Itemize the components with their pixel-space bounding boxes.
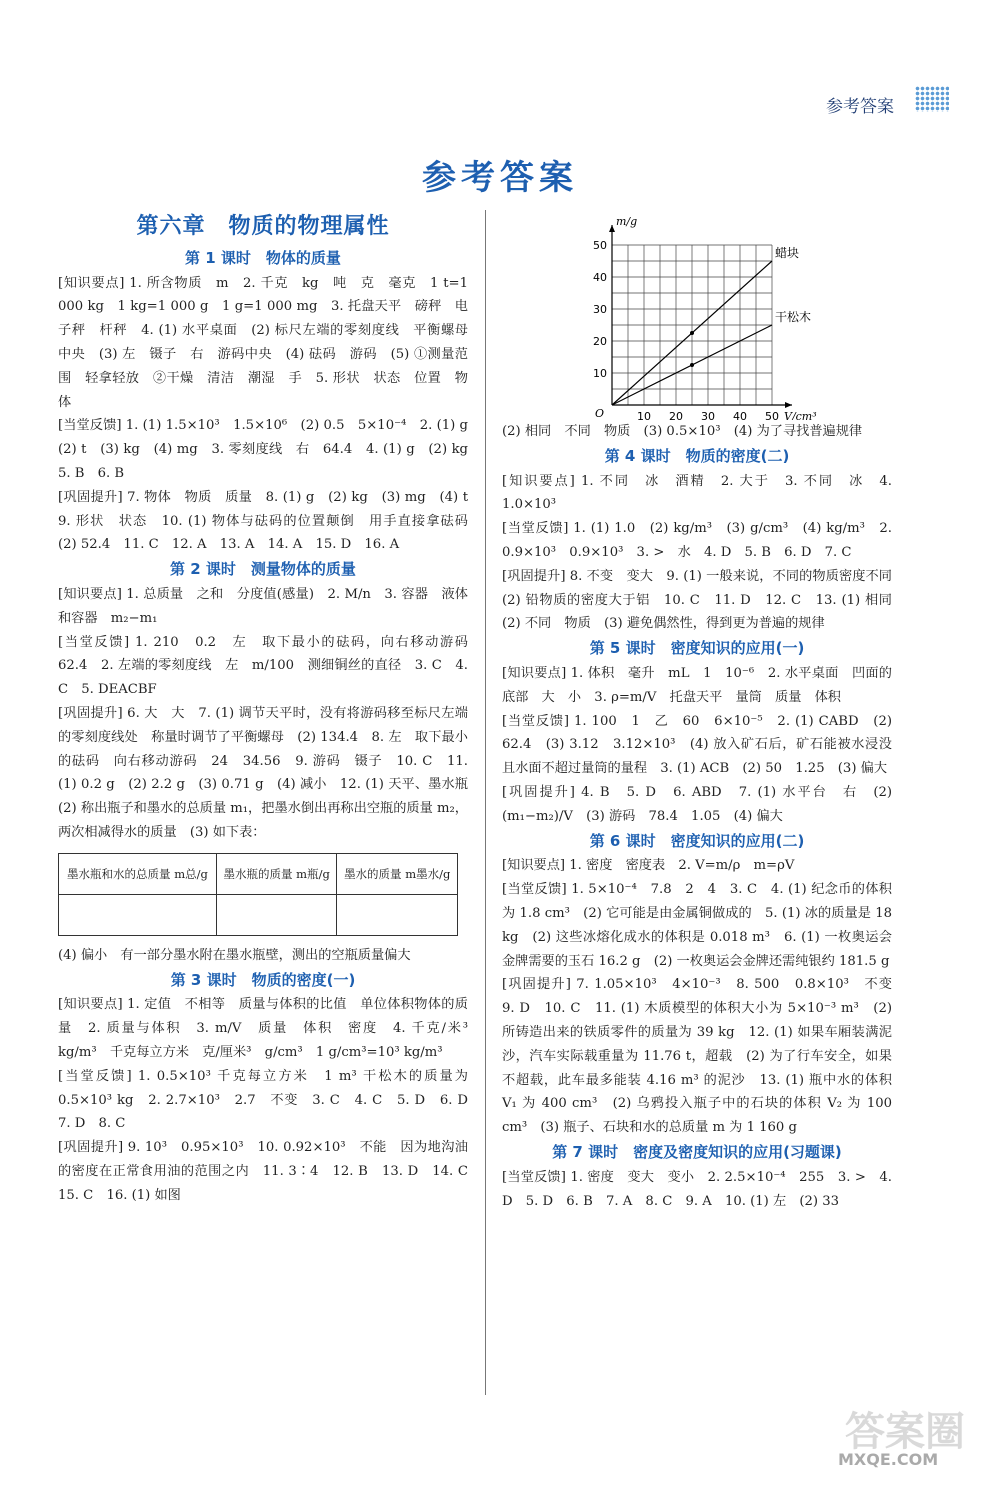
left-column: [58, 210, 482, 1207]
column-divider: [485, 210, 486, 1395]
lesson-5-consolidate: [巩固提升] 4. B 5. D 6. ABD 7. (1) 水平台 右 (2) (m₁−m₂)/V (3) 游码 78.4 1.05 (4) 偏大: [502, 784, 892, 824]
table-header-cell: 墨水瓶的质量 m瓶/g: [216, 853, 337, 894]
lesson-4-title: 第 4 课时 物质的密度(二): [604, 446, 790, 465]
chapter-title: 第六章 物质的物理属性: [136, 214, 390, 239]
x-axis-label: V/cm³: [784, 410, 817, 420]
lesson-1-title: 第 1 课时 物体的质量: [185, 248, 341, 267]
mass-volume-chart: [502, 210, 892, 420]
x-tick-label: 10: [637, 410, 651, 420]
lesson-3-knowledge: [知识要点] 1. 定值 不相等 质量与体积的比值 单位体积物体的质量 2. 质量与体积 3. m/V 质量 体积 密度 4. 千克/米³ kg/m³ 千克每立方米 克/厘米³ g/cm³ 1 g/cm³=10³ kg/m³: [58, 997, 482, 1060]
lesson-5-feedback: [当堂反馈] 1. 100 1 乙 60 6×10⁻⁵ 2. (1) CABD (2) 62.4 (3) 3.12 3.12×10³ (4) 放入矿石后，矿石能被水浸没且水面不超过量筒的量程 3. (1) ACB (2) 50 1.25 (3) 偏大: [502, 713, 892, 777]
lesson-6-consolidate: [巩固提升] 7. 1.05×10³ 4×10⁻³ 8. 500 0.8×10³ 不变 9. D 10. C 11. (1) 木质模型的体积大小为 5×10⁻³ m³ (2) 所铸造出来的铁质零件的质量为 39 kg 12. (1) 如果车厢装满泥沙，汽车实际载重量为 11.76 t，超载 (2) 为了行车安全，如果不超载，此车最多能装 4.16 m³ 的泥沙 13. (1) 瓶中水的体积 V₁ 为 400 cm³ (2) 乌鸦投入瓶子中的石块的体积 V₂ 为 100 cm³ (3) 瓶子、石块和水的总质量 m 为 1 160 g: [502, 977, 906, 1136]
y-tick-label: 40: [593, 271, 607, 284]
page-title: 参考答案: [422, 158, 578, 198]
y-axis-label: m/g: [616, 215, 638, 228]
chart-answer: (2) 相同 不同 物质 (3) 0.5×10³ (4) 为了寻找普遍规律: [502, 424, 863, 439]
lesson-2-note: (4) 偏小 有一部分墨水附在墨水瓶壁，测出的空瓶质量偏大: [58, 947, 411, 963]
table-header-cell: 墨水的质量 m墨水/g: [337, 853, 458, 894]
lesson-2-title: 第 2 课时 测量物体的质量: [170, 560, 356, 579]
lesson-3-consolidate: [巩固提升] 9. 10³ 0.95×10³ 10. 0.92×10³ 不能 因为地沟油的密度在正常食用油的范围之内 11. 3∶4 12. B 13. D 14. C 15. C 16. (1) 如图: [58, 1140, 482, 1203]
table-cell: [216, 894, 337, 935]
lesson-4-feedback: [当堂反馈] 1. (1) 1.0 (2) kg/m³ (3) g/cm³ (4) kg/m³ 2. 0.9×10³ 0.9×10³ 3. > 水 4. D 5. B 6. D 7. C: [502, 521, 892, 560]
series-label-1: 干松木: [775, 310, 812, 324]
table-header-cell: 墨水瓶和水的总质量 m总/g: [59, 853, 217, 894]
lesson-4-knowledge: [知识要点] 1. 不同 冰 酒精 2. 大于 3. 不同 冰 4. 1.0×10³: [502, 473, 892, 513]
lesson-1-consolidate: [巩固提升] 7. 物体 物质 质量 8. (1) g (2) kg (3) mg (4) t 9. 形状 状态 10. (1) 物体与砝码的位置颠倒 用手直接拿砝码 (2) 52.4 11. C 12. A 13. A 14. A 15. D 16. A: [58, 489, 482, 553]
right-column: [502, 210, 906, 1213]
chart-svg: [502, 210, 892, 420]
series-point-1: [690, 363, 694, 367]
lesson-1-knowledge: [知识要点] 1. 所含物质 m 2. 千克 kg 吨 克 毫克 1 t=1 000 kg 1 kg=1 000 g 1 g=1 000 mg 3. 托盘天平 磅秤 电子秤 杆秤 4. (1) 水平桌面 (2) 标尺左端的零刻度线 平衡螺母 中央 (3) 左 镊子 右 游码中央 (4) 砝码 游码 (5) ①测量范围 轻拿轻放 ②干燥 清洁 潮湿 手 5. 形状 状态 位置 物体: [58, 275, 482, 410]
y-tick-label: 30: [593, 303, 607, 316]
lesson-4-consolidate: [巩固提升] 8. 不变 变大 9. (1) 一般来说，不同的物质密度不同 (2) 铅物质的密度大于铝 10. C 11. D 12. C 13. (1) 相同 (2) 不同 物质 (3) 避免偶然性，得到更为普遍的规律: [502, 568, 906, 632]
lesson-5-title: 第 5 课时 密度知识的应用(一): [589, 639, 805, 658]
lesson-1-feedback: [当堂反馈] 1. (1) 1.5×10³ 1.5×10⁶ (2) 0.5 5×10⁻⁴ 2. (1) g (2) t (3) kg (4) mg 3. 零刻度线 右 64.4 4. (1) g (2) kg 5. B 6. B: [58, 418, 482, 481]
lesson-6-knowledge: [知识要点] 1. 密度 密度表 2. V=m/ρ m=ρV: [502, 858, 795, 874]
lesson-2-consolidate: [巩固提升] 6. 大 大 7. (1) 调节天平时，没有将游码移至标尺左端的零刻度线处 称量时调节了平衡螺母 (2) 134.4 8. 左 取下最小的砝码 向右移动游码 24 34.56 9. 游码 镊子 10. C 11. (1) 0.2 g (2) 2.2 g (3) 0.71 g (4) 减小 12. (1) 天平、墨水瓶 (2) 称出瓶子和墨水的总质量 m₁，把墨水倒出再称出空瓶的质量 m₂，两次相减得水的质量 (3) 如下表：: [58, 705, 482, 840]
ink-mass-table: [58, 853, 458, 936]
lesson-2-feedback: [当堂反馈] 1. 210 0.2 左 取下最小的砝码，向右移动游码 62.4 2. 左端的零刻度线 左 m/100 测细铜丝的直径 3. C 4. C 5. DEACBF: [58, 634, 482, 698]
x-axis-arrow: [785, 402, 792, 408]
lesson-7-title: 第 7 课时 密度及密度知识的应用(习题课): [552, 1142, 842, 1161]
series-point-0: [690, 331, 694, 335]
lesson-2-knowledge: [知识要点] 1. 总质量 之和 分度值(感量) 2. M/n 3. 容器 液体和容器 m₂−m₁: [58, 586, 468, 626]
table-cell: [59, 894, 217, 935]
x-tick-label: 40: [733, 410, 747, 420]
x-tick-label: 20: [669, 410, 683, 420]
x-tick-label: 50: [765, 410, 779, 420]
lesson-6-title: 第 6 课时 密度知识的应用(二): [589, 831, 805, 850]
series-label-0: 蜡块: [775, 246, 800, 260]
header-dots-decoration: [915, 86, 949, 112]
lesson-3-title: 第 3 课时 物质的密度(一): [170, 970, 356, 989]
watermark-url: MXQE.COM: [838, 1450, 939, 1469]
lesson-5-knowledge: [知识要点] 1. 体积 毫升 mL 1 10⁻⁶ 2. 水平桌面 凹面的底部 大 小 3. ρ=m/V 托盘天平 量筒 质量 体积: [502, 665, 892, 705]
running-header: 参考答案: [826, 97, 894, 117]
table-header-row: [59, 853, 458, 894]
lesson-3-feedback: [当堂反馈] 1. 0.5×10³ 千克每立方米 1 m³ 干松木的质量为 0.5×10³ kg 2. 2.7×10³ 2.7 不变 3. C 4. C 5. D 6. D 7. D 8. C: [58, 1068, 482, 1132]
watermark-logo: 答案圈: [845, 1409, 965, 1455]
lesson-7-feedback: [当堂反馈] 1. 密度 变大 变小 2. 2.5×10⁻⁴ 255 3. > 4. D 5. D 6. B 7. A 8. C 9. A 10. (1) 左 (2) 33: [502, 1169, 892, 1209]
table-row: [59, 894, 458, 935]
y-tick-label: 20: [593, 335, 607, 348]
x-tick-label: 30: [701, 410, 715, 420]
y-tick-label: 50: [593, 239, 607, 252]
origin-label: O: [594, 407, 604, 420]
y-tick-label: 10: [593, 367, 607, 380]
y-axis-arrow: [609, 225, 615, 232]
table-cell: [337, 894, 458, 935]
lesson-6-feedback: [当堂反馈] 1. 5×10⁻⁴ 7.8 2 4 3. C 4. (1) 纪念币的体积为 1.8 cm³ (2) 它可能是由金属铜做成的 5. (1) 冰的质量是 18 kg (2) 这些冰熔化成水的体积是 0.018 m³ 6. (1) 一枚奥运会金牌需要的玉石 16.2 g (2) 一枚奥运会金牌还需纯银约 181.5 g: [502, 882, 892, 969]
